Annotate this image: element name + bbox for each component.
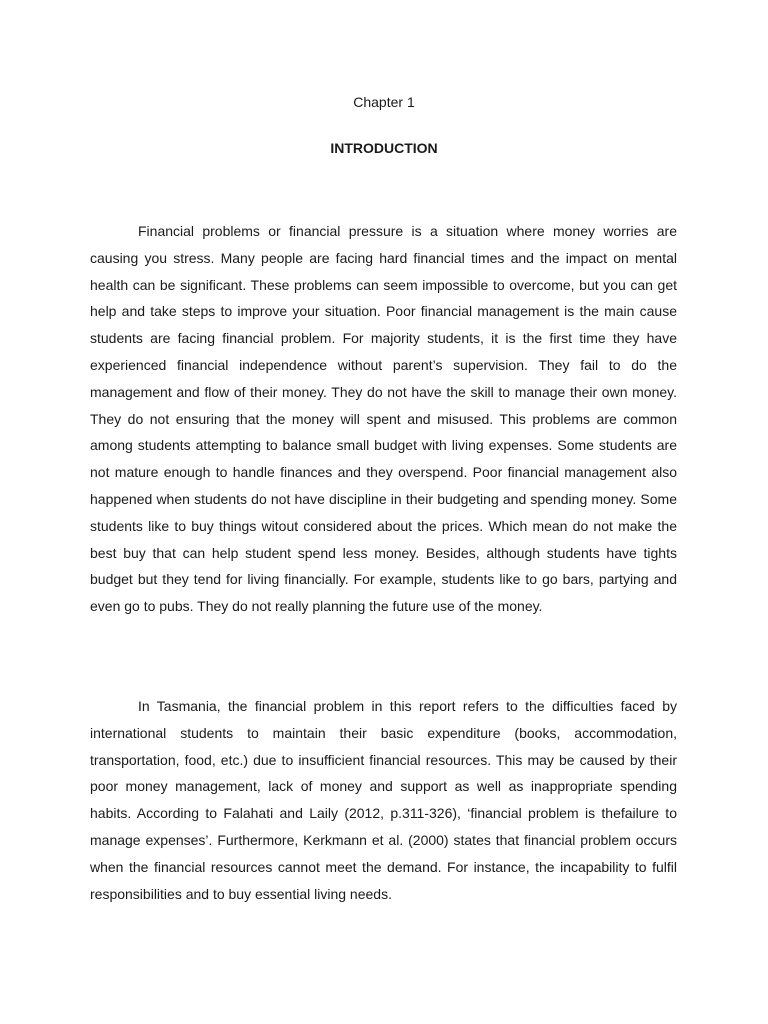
chapter-label: Chapter 1	[353, 94, 415, 110]
paragraph-2: In Tasmania, the financial problem in this report refers to the difficulties faced by international students to maintain their basic expenditure (books, accommodation, transportation, food, etc.) due to insufficient financial resources. This may be caused by their poor money management, lack of money and support as well as inappropriate spending habits. According to Falahati and Laily (2012, p.311-326), ‘financial problem is thefailure to manage expenses’. Furthermore, Kerkmann et al. (2000) states that financial problem occurs when the financial resources cannot meet the demand. For instance, the incapability to fulfil responsibilities and to buy essential living needs.	[90, 698, 677, 902]
section-heading: INTRODUCTION	[330, 140, 438, 156]
paragraph-1: Financial problems or financial pressure is a situation where money worries are causing you stress. Many people are facing hard financial times and the impact on mental health can be significant. These problems can seem impossible to overcome, but you can get help and take steps to improve your situation. Poor financial management is the main cause students are facing financial problem. For majority students, it is the first time they have experienced financial independence without parent’s supervision. They fail to do the management and flow of their money. They do not have the skill to manage their own money. They do not ensuring that the money will spent and misused. This problems are common among students attempting to balance small budget with living expenses. Some students are not mature enough to handle finances and they overspend. Poor financial management also happened when students do not have discipline in their budgeting and spending money. Some students like to buy things witout considered about the prices. Which mean do not make the best buy that can help student spend less money. Besides, although students have tights budget but they tend for living financially. For example, students like to go bars, partying and even go to pubs. They do not really planning the future use of the money.	[90, 223, 677, 615]
